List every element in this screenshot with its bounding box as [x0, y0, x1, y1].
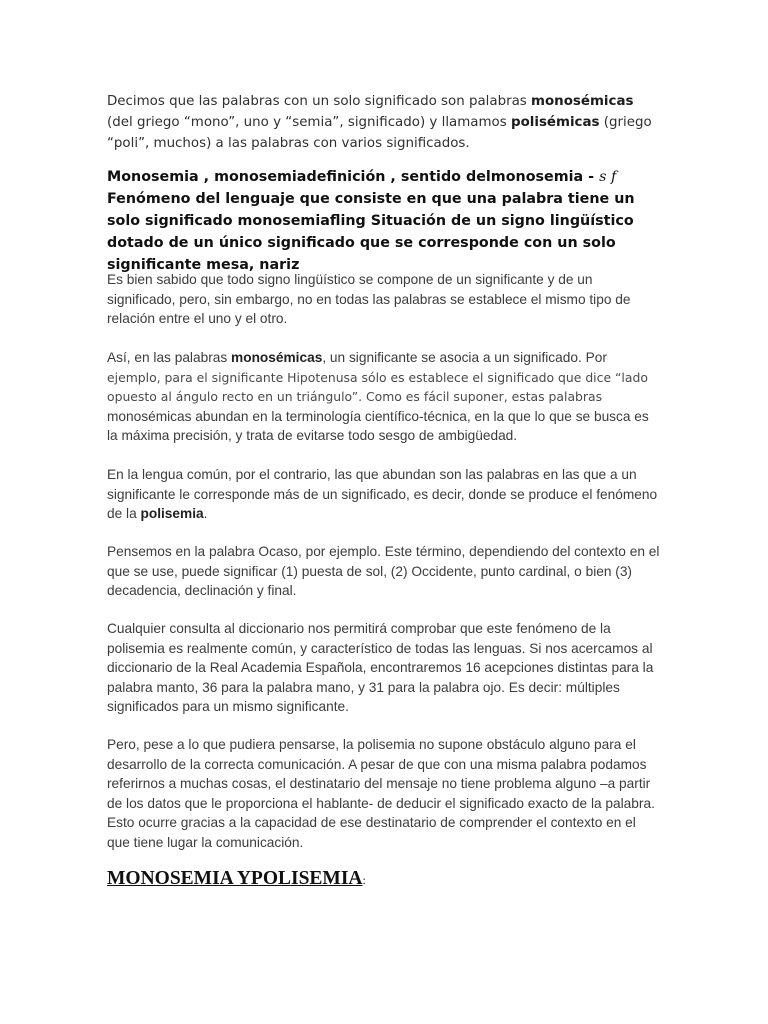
- term-polisemicas: polisémicas: [510, 115, 600, 130]
- heading-colon: :: [362, 873, 366, 887]
- paragraph-diccionario: Cualquier consulta al diccionario nos permitirá comprobar que este fenómeno de la polisemia es realmente común, y característico de todas las lenguas. Si nos acercamos al diccionario de la Real Academia Española, encontraremos 16 acepciones distintas para la palabra manto, 36 para la palabra mano, y 31 para la palabra ojo. Es decir: múltiples significados para un mismo significante.: [107, 621, 654, 715]
- paragraph-ocaso: Pensemos en la palabra Ocaso, por ejemplo. Este término, dependiendo del contexto en el que se use, puede significar (1) puesta de sol, (2) Occidente, punto cardinal, o bien (3) decadencia, declinación y final.: [107, 544, 660, 599]
- paragraph-signo: Es bien sabido que todo signo lingüístico se compone de un significante y de un significado, pero, sin embargo, no en todas las palabras se establece el mismo tipo de relación entre el uno y el otro.: [107, 272, 631, 327]
- p2-text-3: monosémicas abundan en la terminología científico-técnica, en la que lo que se busca es la máxima precisión, y trata de evitarse todo sesgo de ambigüedad.: [107, 408, 649, 444]
- p3-term-polisemia: polisemia: [140, 506, 204, 522]
- section-heading: [107, 868, 662, 890]
- intro-text-2: (del griego “mono”, uno y “semia”, significado) y llamamos: [107, 115, 511, 130]
- p2-term-monosemicas: monosémicas: [231, 350, 323, 365]
- p3-text-2: .: [203, 506, 208, 522]
- paragraph-comunicacion: Pero, pese a lo que pudiera pensarse, la polisemia no supone obstáculo alguno para el desarrollo de la correcta comunicación. A pesar de que con una misma palabra podamos referirnos a muchas cosas, el destinatario del mensaje no tiene problema alguno –a partir de los datos que le proporciona el hablante- de deducir el significado exacto de la palabra. Esto ocurre gracias a la capacidad de ese destinatario de comprender el contexto en el que tiene lugar la comunicación.: [107, 737, 655, 850]
- definition-text-2: Fenómeno del lenguaje que consiste en que una palabra tiene un solo significado monosemiaﬂing Situación de un signo lingüístico dotado de un único significado que se corresponde con un solo significante mesa, nariz: [107, 191, 635, 273]
- intro-paragraph: [107, 91, 662, 154]
- p2-text-1: Así, en las palabras: [107, 350, 232, 365]
- p2-example-text: ejemplo, para el significante Hipotenusa sólo es establece el significado que dice “lado opuesto al ángulo recto en un triángulo”. Como es fácil suponer, estas palabras: [107, 369, 648, 405]
- intro-text-1: Decimos que las palabras con un solo significado son palabras: [107, 94, 532, 109]
- paragraph-lengua-comun: [107, 465, 662, 524]
- intro-text-3: (griego “poli”, muchos) a las palabras con varios significados.: [107, 115, 652, 151]
- definition-text-1: Monosemia , monosemiadefinición , sentido delmonosemia -: [107, 169, 600, 185]
- p3-text-1: En la lengua común, por el contrario, las que abundan son las palabras en las que a un significante le corresponde más de un significado, es decir, donde se produce el fenómeno de la: [107, 467, 658, 522]
- term-monosemicas: monosémicas: [531, 94, 634, 109]
- definition-paragraph: [107, 166, 662, 276]
- definition-abbreviation: s f: [599, 169, 617, 185]
- heading-text: MONOSEMIA YPOLISEMIA: [107, 868, 363, 889]
- paragraph-monosemicas: [107, 348, 662, 446]
- p2-text-2: , un significante se asocia a un significado. Por: [322, 350, 607, 365]
